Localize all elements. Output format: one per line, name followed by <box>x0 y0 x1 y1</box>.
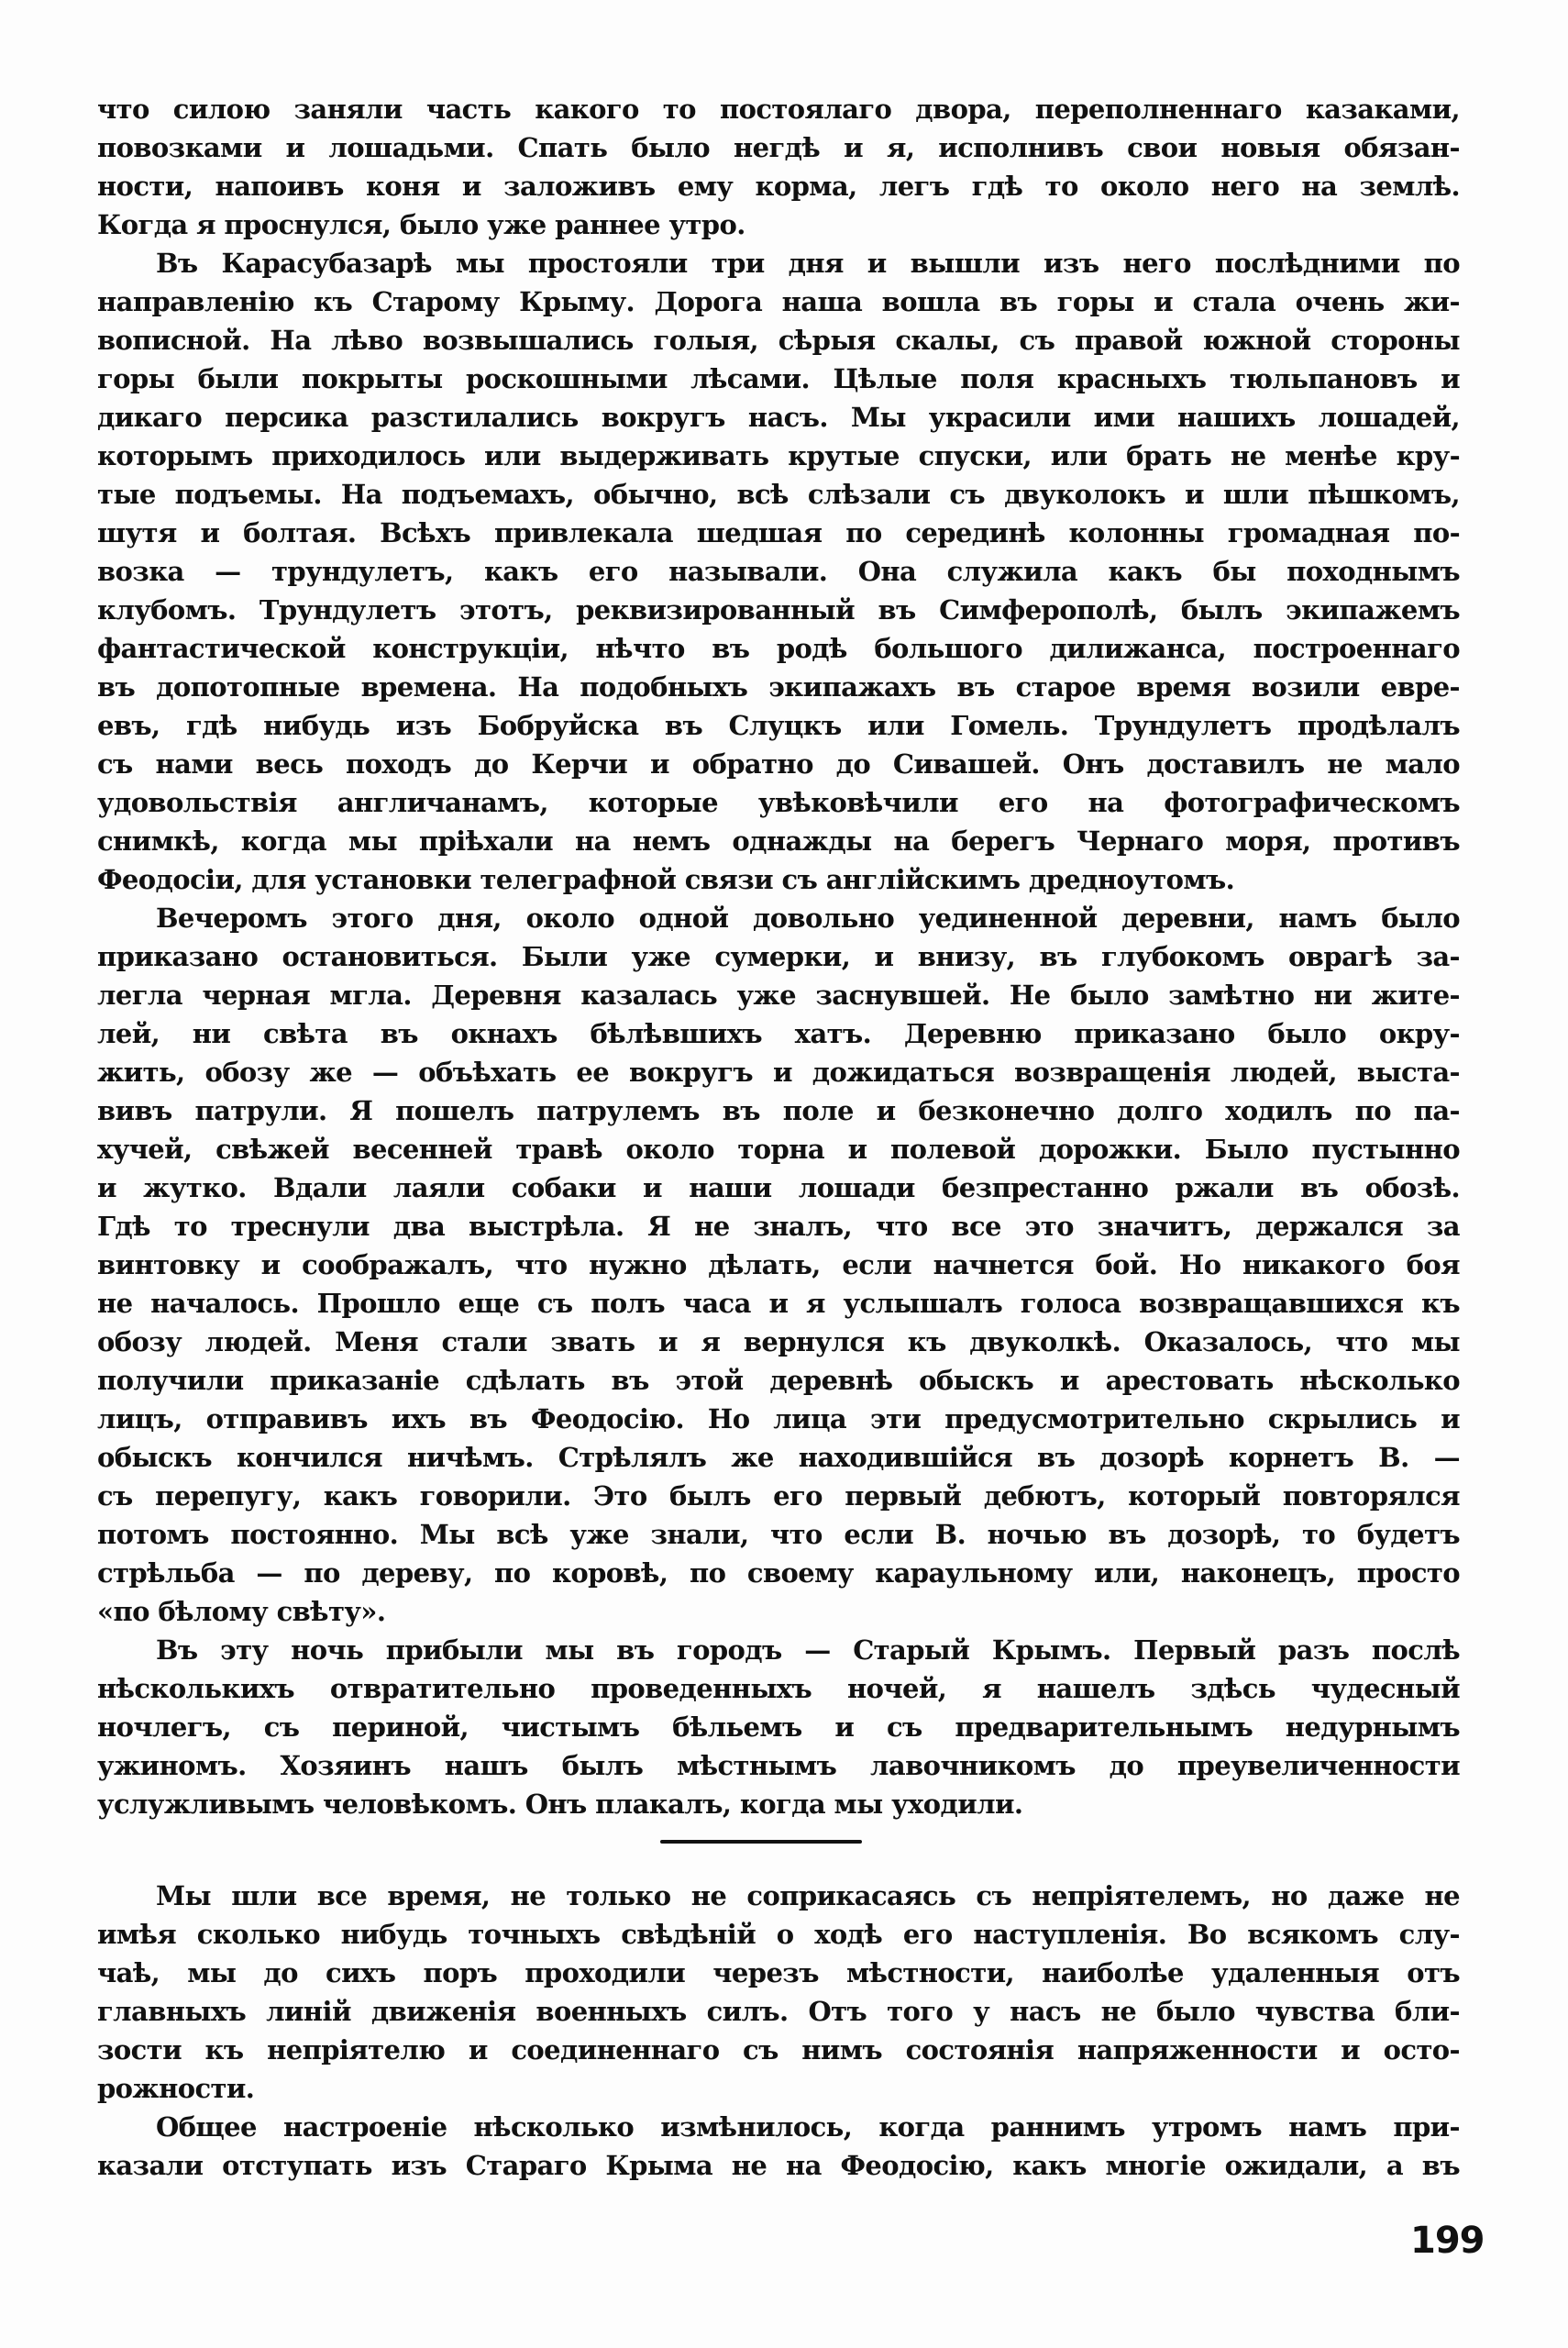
text-line: хучей, свѣжей весенней травѣ около торна и полевой дорожки. Было пустынно <box>97 1134 1460 1165</box>
paragraph <box>97 244 1460 899</box>
text-line: ужиномъ. Хозяинъ нашъ былъ мѣстнымъ лавочникомъ до преувеличенности <box>97 1750 1460 1781</box>
text-line: фантастической конструкціи, нѣчто въ родѣ большого дилижанса, построеннаго <box>97 633 1460 664</box>
text-line: вописной. На лѣво возвышались голыя, сѣрыя скалы, съ правой южной стороны <box>97 325 1460 356</box>
section-separator-rule <box>660 1840 862 1844</box>
text-line: что силою заняли часть какого то постоялаго двора, переполненнаго казаками, <box>97 94 1460 125</box>
text-line: чаѣ, мы до сихъ поръ проходили черезъ мѣстности, наиболѣе удаленныя отъ <box>97 1957 1460 1988</box>
text-line: получили приказаніе сдѣлать въ этой деревнѣ обыскъ и арестовать нѣсколько <box>97 1365 1460 1396</box>
text-line: жить, обозу же — объѣхать ее вокругъ и дожидаться возвращенія людей, выста- <box>97 1057 1460 1088</box>
text-line: стрѣльба — по дереву, по коровѣ, по своему караульному или, наконецъ, просто <box>97 1557 1460 1589</box>
text-line: зости къ непріятелю и соединеннаго съ нимъ состоянія напряженности и осто- <box>97 2034 1460 2066</box>
text-line: рожности. <box>97 2073 255 2104</box>
text-line: Когда я проснулся, было уже раннее утро. <box>97 209 745 240</box>
text-line: главныхъ линій движенія военныхъ силъ. Отъ того у насъ не было чувства бли- <box>97 1996 1460 2027</box>
text-line: не началось. Прошло еще съ полъ часа и я услышалъ голоса возвращавшихся къ <box>97 1288 1460 1319</box>
text-line: обыскъ кончился ничѣмъ. Стрѣлялъ же находившійся въ дозорѣ корнетъ В. — <box>97 1442 1460 1473</box>
text-line: горы были покрыты роскошными лѣсами. Цѣлые поля красныхъ тюльпановъ и <box>97 363 1460 394</box>
text-line: потомъ постоянно. Мы всѣ уже знали, что если В. ночью въ дозорѣ, то будетъ <box>97 1519 1460 1550</box>
text-line: винтовку и соображалъ, что нужно дѣлать, если начнется бой. Но никакого боя <box>97 1249 1460 1280</box>
text-line: Гдѣ то треснули два выстрѣла. Я не зналъ, что все это значитъ, держался за <box>97 1211 1460 1242</box>
text-line: легла черная мгла. Деревня казалась уже заснувшей. Не было замѣтно ни жите- <box>97 980 1460 1011</box>
text-line: Мы шли все время, не только не соприкасаясь съ непріятелемъ, но даже не <box>156 1880 1460 1911</box>
text-line: ности, напоивъ коня и заложивъ ему корма, легъ гдѣ то около него на землѣ. <box>97 171 1460 202</box>
text-line: казали отступать изъ Стараго Крыма не на Феодосію, какъ многіе ожидали, а въ <box>97 2150 1460 2181</box>
text-line: тые подъемы. На подъемахъ, обычно, всѣ слѣзали съ двуколокъ и шли пѣшкомъ, <box>97 479 1460 510</box>
text-line: лицъ, отправивъ ихъ въ Феодосію. Но лица эти предусмотрительно скрылись и <box>97 1403 1460 1434</box>
text-line: съ нами весь походъ до Керчи и обратно до Сивашей. Онъ доставилъ не мало <box>97 748 1460 780</box>
text-line: Общее настроеніе нѣсколько измѣнилось, когда раннимъ утромъ намъ при- <box>156 2111 1460 2143</box>
text-line: обозу людей. Меня стали звать и я вернулся къ двуколкѣ. Оказалось, что мы <box>97 1326 1460 1357</box>
text-line: направленію къ Старому Крыму. Дорога наша вошла въ горы и стала очень жи- <box>97 286 1460 317</box>
text-line: вивъ патрули. Я пошелъ патрулемъ въ поле и безконечно долго ходилъ по па- <box>97 1095 1460 1126</box>
text-line: лей, ни свѣта въ окнахъ бѣлѣвшихъ хатъ. Деревню приказано было окру- <box>97 1018 1460 1049</box>
text-line: дикаго персика разстилались вокругъ насъ. Мы украсили ими нашихъ лошадей, <box>97 402 1460 433</box>
text-line: возка — трундулетъ, какъ его называли. Она служила какъ бы походнымъ <box>97 556 1460 587</box>
text-line: и жутко. Вдали лаяли собаки и наши лошади безпрестанно ржали въ обозѣ. <box>97 1172 1460 1203</box>
text-line: шутя и болтая. Всѣхъ привлекала шедшая по серединѣ колонны громадная по- <box>97 517 1460 548</box>
text-line: которымъ приходилось или выдерживать крутые спуски, или брать не менѣе кру- <box>97 440 1460 471</box>
text-line: удовольствія англичанамъ, которые увѣковѣчили его на фотографическомъ <box>97 787 1460 818</box>
text-line: снимкѣ, когда мы пріѣхали на немъ однажды на берегъ Чернаго моря, противъ <box>97 825 1460 857</box>
text-line: Въ эту ночь прибыли мы въ городъ — Старый Крымъ. Первый разъ послѣ <box>156 1634 1460 1666</box>
text-line: повозками и лошадьми. Спать было негдѣ и я, исполнивъ свои новыя обязан- <box>97 132 1460 163</box>
text-line: клубомъ. Трундулетъ этотъ, реквизированный въ Симферополѣ, былъ экипажемъ <box>97 594 1460 626</box>
paragraph <box>97 1877 1460 2108</box>
text-line: въ допотопные времена. На подобныхъ экипажахъ въ старое время возили евре- <box>97 671 1460 703</box>
text-section-2 <box>97 1877 1460 2185</box>
text-line: Вечеромъ этого дня, около одной довольно уединенной деревни, намъ было <box>156 903 1460 934</box>
paragraph <box>97 899 1460 1631</box>
paragraph <box>97 90 1460 244</box>
page-number: 199 <box>1410 2220 1485 2262</box>
text-line: Въ Карасубазарѣ мы простояли три дня и вышли изъ него послѣдними по <box>156 248 1460 279</box>
paragraph <box>97 1631 1460 1823</box>
text-line: «по бѣлому свѣту». <box>97 1596 386 1627</box>
paragraph <box>97 2108 1460 2185</box>
text-line: приказано остановиться. Были уже сумерки, и внизу, въ глубокомъ оврагѣ за- <box>97 941 1460 972</box>
text-line: ночлегъ, съ периной, чистымъ бѣльемъ и съ предварительнымъ недурнымъ <box>97 1711 1460 1743</box>
text-section-1 <box>97 90 1460 1823</box>
text-line: имѣя сколько нибудь точныхъ свѣдѣній о ходѣ его наступленія. Во всякомъ слу- <box>97 1919 1460 1950</box>
text-line: съ перепугу, какъ говорили. Это былъ его первый дебютъ, который повторялся <box>97 1480 1460 1512</box>
text-line: услужливымъ человѣкомъ. Онъ плакалъ, когда мы уходили. <box>97 1789 1023 1820</box>
text-line: нѣсколькихъ отвратительно проведенныхъ ночей, я нашелъ здѣсь чудесный <box>97 1673 1460 1704</box>
text-line: Феодосіи, для установки телеграфной связи съ англійскимъ дредноутомъ. <box>97 864 1235 895</box>
text-line: евъ, гдѣ нибудь изъ Бобруйска въ Слуцкъ или Гомель. Трундулетъ продѣлалъ <box>97 710 1460 741</box>
